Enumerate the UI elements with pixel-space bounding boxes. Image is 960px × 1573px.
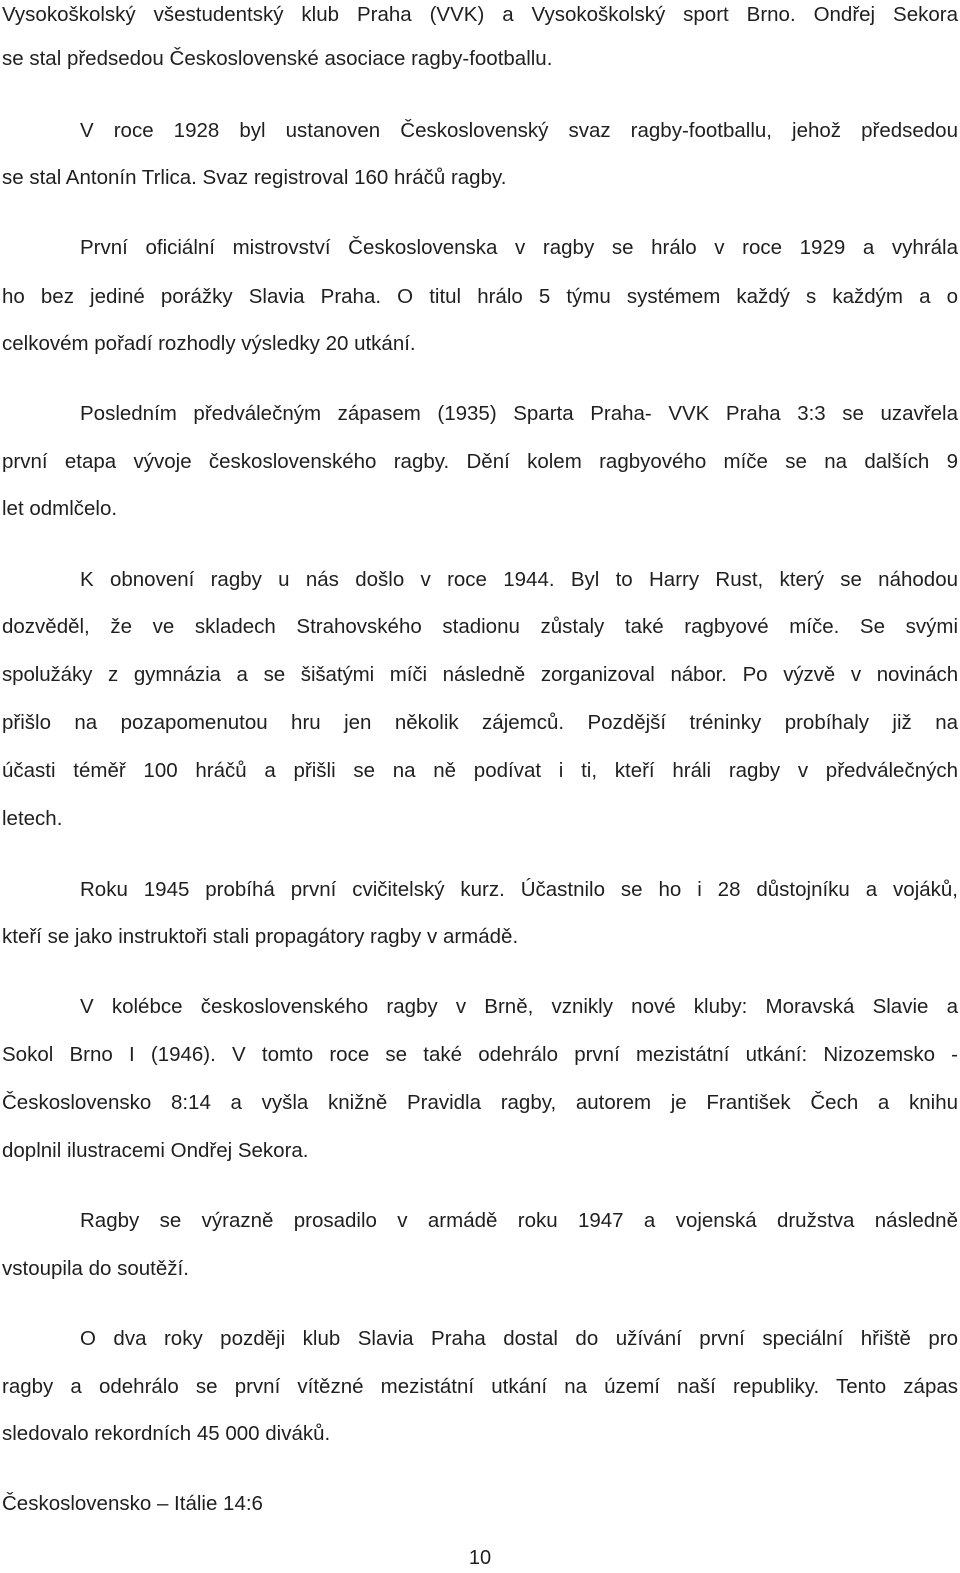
text-line: Roku 1945 probíhá první cvičitelský kurz. Účastnilo se ho i 28 důstojníku a vojáků, xyxy=(80,878,958,901)
text-line: V roce 1928 byl ustanoven Československý svaz ragby-footballu, jehož předsedou xyxy=(80,119,958,142)
text-line: se stal Antonín Trlica. Svaz registroval 160 hráčů ragby. xyxy=(2,166,507,189)
text-line: celkovém pořadí rozhodly výsledky 20 utkání. xyxy=(2,332,416,355)
text-line: Ragby se výrazně prosadilo v armádě roku 1947 a vojenská družstva následně xyxy=(80,1209,958,1232)
text-line: spolužáky z gymnázia a se šišatými míči následně zorganizoval nábor. Po výzvě v novinách xyxy=(2,663,958,686)
text-line: letech. xyxy=(2,807,63,830)
text-line: Československo 8:14 a vyšla knižně Pravidla ragby, autorem je František Čech a knihu xyxy=(2,1091,958,1114)
text-line: sledovalo rekordních 45 000 diváků. xyxy=(2,1422,331,1445)
text-line: Sokol Brno I (1946). V tomto roce se také odehrálo první mezistátní utkání: Nizozemsko - xyxy=(2,1043,958,1066)
text-line: Vysokoškolský všestudentský klub Praha (VVK) a Vysokoškolský sport Brno. Ondřej Sekora xyxy=(2,3,958,26)
text-line: první etapa vývoje československého ragby. Dění kolem ragbyového míče se na dalších 9 xyxy=(2,450,958,473)
text-line: Posledním předválečným zápasem (1935) Sparta Praha- VVK Praha 3:3 se uzavřela xyxy=(80,402,958,425)
text-line: ragby a odehrálo se první vítězné mezistátní utkání na území naší republiky. Tento zápas xyxy=(2,1375,958,1398)
text-line: O dva roky později klub Slavia Praha dostal do užívání první speciální hřiště pro xyxy=(80,1327,958,1350)
text-line: doplnil ilustracemi Ondřej Sekora. xyxy=(2,1139,309,1162)
text-line: přišlo na pozapomenutou hru jen několik zájemců. Pozdější tréninky probíhaly již na xyxy=(2,711,958,734)
text-line: vstoupila do soutěží. xyxy=(2,1257,189,1280)
text-line: kteří se jako instruktoři stali propagátory ragby v armádě. xyxy=(2,925,519,948)
text-line: účasti téměř 100 hráčů a přišli se na ně podívat i ti, kteří hráli ragby v předválečných xyxy=(2,759,958,782)
text-line: První oficiální mistrovství Československa v ragby se hrálo v roce 1929 a vyhrála xyxy=(80,236,958,259)
text-line: V kolébce československého ragby v Brně, vznikly nové kluby: Moravská Slavie a xyxy=(80,995,958,1018)
page-number: 10 xyxy=(468,1547,492,1569)
text-line: ho bez jediné porážky Slavia Praha. O titul hrálo 5 týmu systémem každý s každým a o xyxy=(2,285,958,308)
text-line: se stal předsedou Československé asociace ragby-footballu. xyxy=(2,47,553,70)
text-line: let odmlčelo. xyxy=(2,497,118,520)
text-line: K obnovení ragby u nás došlo v roce 1944. Byl to Harry Rust, který se náhodou xyxy=(80,568,958,591)
text-line: Československo – Itálie 14:6 xyxy=(2,1492,263,1515)
text-line: dozvěděl, že ve skladech Strahovského stadionu zůstaly také ragbyové míče. Se svými xyxy=(2,615,958,638)
